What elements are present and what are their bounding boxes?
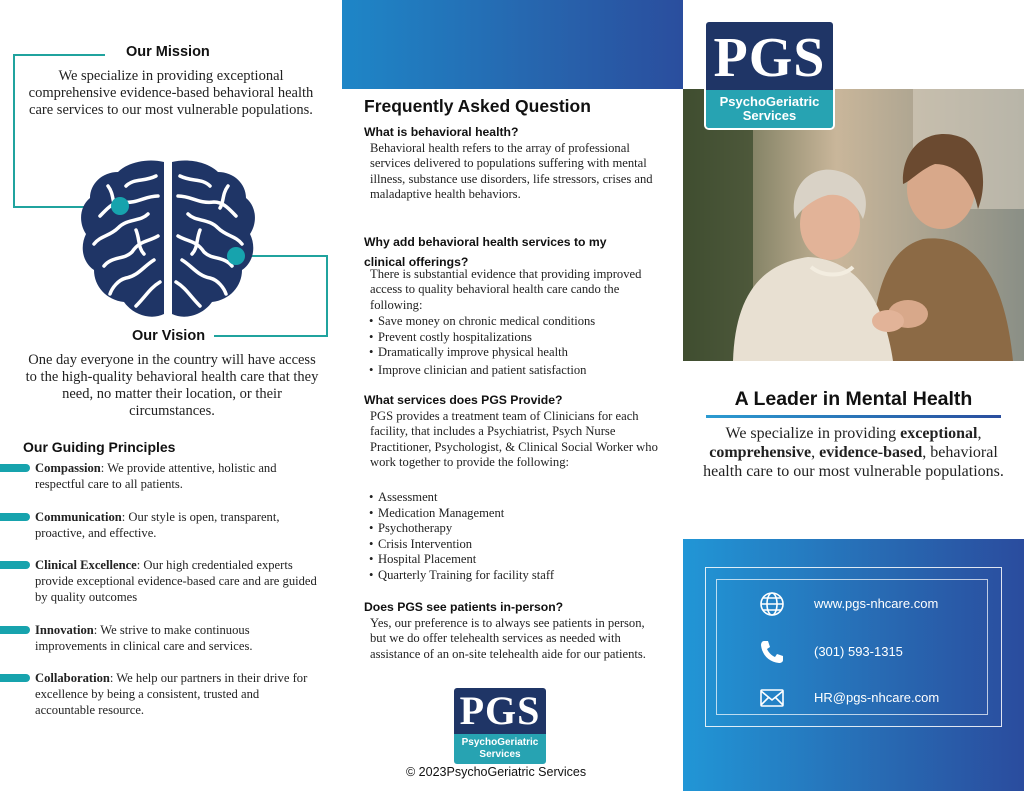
leader-emphasis: comprehensive xyxy=(709,444,812,461)
phone-text[interactable]: (301) 593-1315 xyxy=(814,644,903,659)
logo-line-1: PsychoGeriatric xyxy=(719,94,820,109)
vision-connector-line xyxy=(326,255,328,337)
logo-letters: PGS xyxy=(454,688,546,734)
principle-name: Clinical Excellence xyxy=(35,558,137,572)
faq-bullet: • Dramatically improve physical health xyxy=(378,345,568,360)
pgs-logo xyxy=(706,22,833,128)
faq-question: What is behavioral health? xyxy=(364,125,519,139)
leader-text-part: , xyxy=(811,444,820,461)
guiding-principles-title: Our Guiding Principles xyxy=(23,439,176,455)
principle-text: : We help our partners in their drive for excellence by being a consistent, trusted and accountable resource. xyxy=(35,671,308,717)
principle-innovation xyxy=(35,622,320,654)
logo-line-1: PsychoGeriatric xyxy=(461,737,539,748)
panel-mission-vision xyxy=(0,0,342,791)
mission-connector-line xyxy=(13,54,15,208)
header-banner xyxy=(342,0,683,89)
leader-text-part: We specialize in providing xyxy=(725,425,901,442)
leader-text xyxy=(703,424,1004,481)
principle-name: Collaboration xyxy=(35,671,110,685)
vision-connector-line xyxy=(214,335,328,337)
faq-question: What services does PGS Provide? xyxy=(364,393,563,407)
principle-collaboration xyxy=(35,670,320,718)
principle-clinical-excellence xyxy=(35,557,320,605)
globe-icon xyxy=(758,590,786,618)
principle-compassion xyxy=(35,460,320,492)
faq-bullet: • Prevent costly hospitalizations xyxy=(378,330,532,345)
leader-text-part: , xyxy=(977,425,982,442)
website-text[interactable]: www.pgs-nhcare.com xyxy=(814,596,939,611)
panel-cover xyxy=(683,0,1024,791)
brain-icon xyxy=(78,156,258,326)
faq-title: Frequently Asked Question xyxy=(364,96,591,116)
faq-bullet: • Hospital Placement xyxy=(378,552,476,567)
vision-title: Our Vision xyxy=(132,328,206,344)
principle-name: Communication xyxy=(35,510,122,524)
logo-line-2: Services xyxy=(479,749,521,760)
principle-marker xyxy=(0,674,30,682)
panel-faq xyxy=(342,0,683,791)
principle-text: : We strive to make continuous improvements in clinical care and services. xyxy=(35,623,253,653)
leader-title: A Leader in Mental Health xyxy=(734,388,973,410)
leader-emphasis: evidence-based xyxy=(819,444,923,461)
faq-answer: There is substantial evidence that providing improved access to quality behavioral health care cando the following: xyxy=(370,267,642,312)
faq-bullet: • Crisis Intervention xyxy=(378,537,472,552)
vision-text: One day everyone in the country will have access to the high-quality behavioral health care that they need, no matter their location, or their circumstances. xyxy=(25,352,319,419)
mission-text: We specialize in providing exceptional comprehensive evidence-based behavioral health care services to our most vulnerable populations. xyxy=(28,68,314,118)
faq-bullet: • Quarterly Training for facility staff xyxy=(378,568,554,583)
phone-icon xyxy=(758,638,786,666)
principle-marker xyxy=(0,464,30,472)
contact-area xyxy=(683,539,1024,791)
contact-website[interactable] xyxy=(683,590,1024,620)
contact-email[interactable] xyxy=(683,684,1024,714)
logo-line-2: Services xyxy=(742,108,797,123)
principle-communication xyxy=(35,509,320,541)
faq-bullet: • Assessment xyxy=(378,490,437,505)
faq-bullet: • Save money on chronic medical conditions xyxy=(378,314,595,329)
faq-answer: Behavioral health refers to the array of professional services delivered to populations suffering with mental illness, substance use disorders, life stressors, crises and maladaptive health behaviors. xyxy=(370,141,653,202)
faq-answer: PGS provides a treatment team of Clinicians for each facility, that includes a Psychiatrist, Psych Nurse Practitioner, Psychologist, & Clinical Social Worker who work together to provide the following: xyxy=(370,409,658,470)
leader-rule xyxy=(706,415,1001,418)
faq-bullet: • Improve clinician and patient satisfaction xyxy=(378,363,586,378)
caregiver-photo xyxy=(683,89,1024,361)
principle-name: Innovation xyxy=(35,623,94,637)
faq-answer: Yes, our preference is to always see patients in person, but we do offer telehealth services as needed with assistance of an on-site telehealth aide for our patients. xyxy=(370,616,646,661)
contact-phone[interactable] xyxy=(683,638,1024,668)
leader-emphasis: exceptional xyxy=(900,425,978,442)
mission-title: Our Mission xyxy=(126,44,210,60)
logo-letters: PGS xyxy=(706,22,833,90)
copyright: © 2023PsychoGeriatric Services xyxy=(406,765,587,779)
faq-question: Does PGS see patients in-person? xyxy=(364,600,564,614)
principle-text: : Our style is open, transparent, proactive, and effective. xyxy=(35,510,280,540)
faq-bullet: • Medication Management xyxy=(378,506,504,521)
principle-marker xyxy=(0,626,30,634)
email-text[interactable]: HR@pgs-nhcare.com xyxy=(814,690,940,705)
mission-connector-line xyxy=(13,54,105,56)
leader-text-part: , behavioral health care to our most vulnerable populations. xyxy=(703,444,1004,480)
envelope-icon xyxy=(758,684,786,712)
pgs-logo xyxy=(454,688,546,764)
principle-text: : We provide attentive, holistic and respectful care to all patients. xyxy=(35,461,277,491)
principle-text: : Our high credentialed experts provide exceptional evidence-based care and are guided by quality outcomes xyxy=(35,558,317,604)
faq-bullet: • Psychotherapy xyxy=(378,521,452,536)
principle-marker xyxy=(0,561,30,569)
principle-marker xyxy=(0,513,30,521)
faq-question: Why add behavioral health services to my clinical offerings? xyxy=(364,235,607,269)
principle-name: Compassion xyxy=(35,461,101,475)
